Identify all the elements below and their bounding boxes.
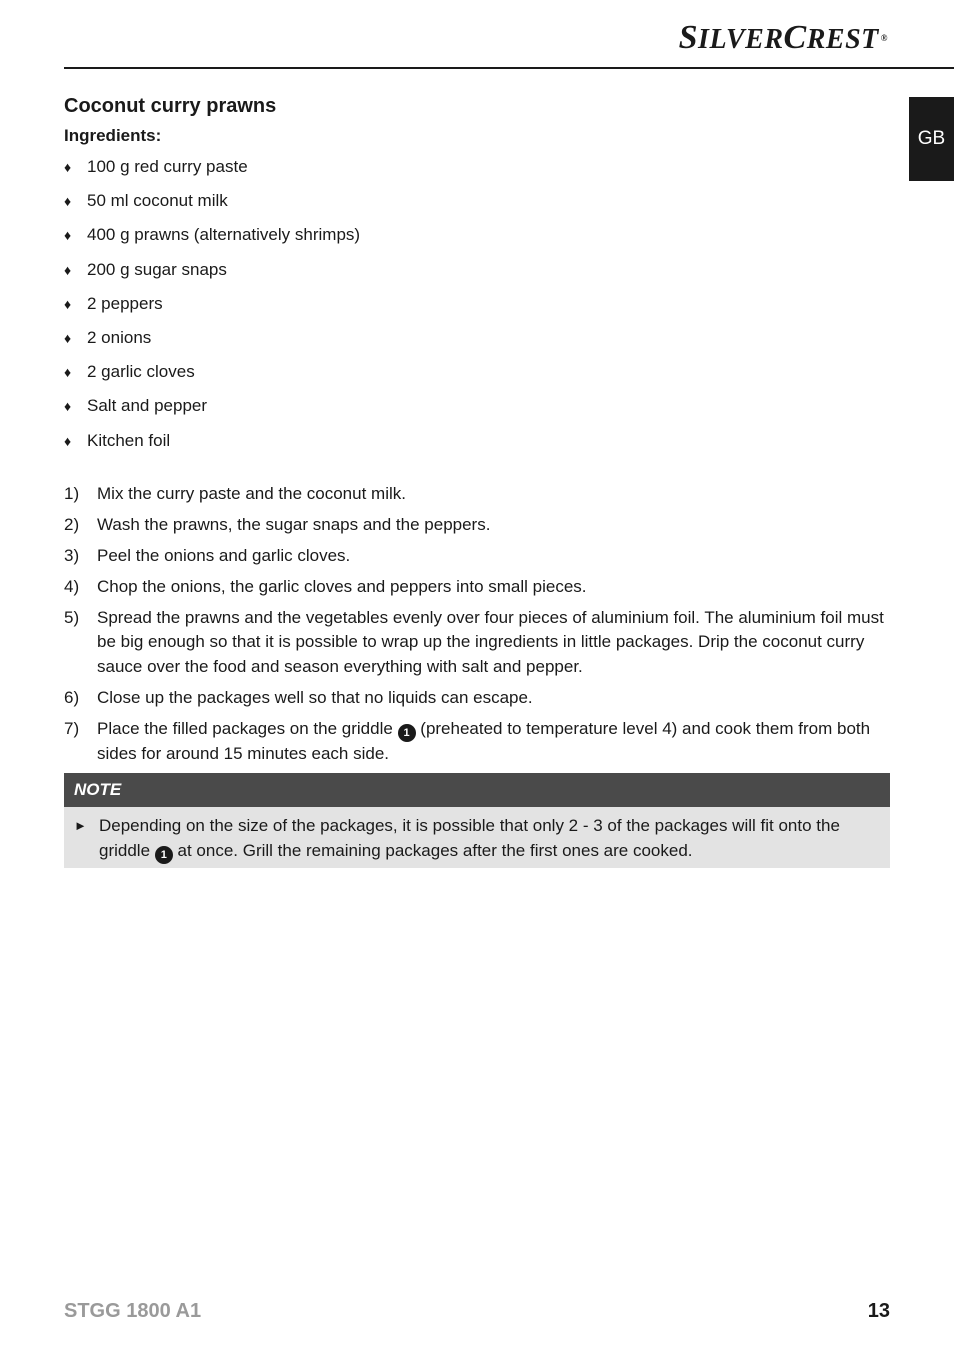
step-text: Mix the curry paste and the coconut milk. xyxy=(97,483,406,503)
step-number: 5) xyxy=(64,607,80,627)
ingredient-item xyxy=(64,259,890,293)
language-tab: GB xyxy=(909,97,954,181)
ingredients-heading: Ingredients: xyxy=(64,126,162,145)
step-text: Peel the onions and garlic cloves. xyxy=(97,545,351,565)
diamond-bullet-icon: ♦ xyxy=(64,295,72,312)
brand-second-rest: REST xyxy=(806,24,879,55)
ingredient-text: Kitchen foil xyxy=(87,430,171,450)
page-content xyxy=(64,92,890,868)
step-number: 4) xyxy=(64,576,80,596)
ingredient-text: 2 peppers xyxy=(87,293,163,313)
ingredient-text: 100 g red curry paste xyxy=(87,157,248,176)
ingredient-text: 2 garlic cloves xyxy=(87,362,195,382)
ingredient-text: 400 g prawns (alternatively shrimps) xyxy=(87,225,361,245)
recipe-title: Coconut curry prawns xyxy=(64,95,277,117)
step-item xyxy=(64,482,890,507)
page-number: 13 xyxy=(867,1300,890,1322)
step-text-after: (preheated to temperature level 4) and cook them from both sides for around 15 minutes each side. xyxy=(97,718,871,763)
step-item xyxy=(64,606,890,680)
step-item xyxy=(64,717,890,767)
step-text: Wash the prawns, the sugar snaps and the peppers. xyxy=(97,514,491,534)
brand-logo xyxy=(678,19,888,56)
footer-model: STGG 1800 A1 xyxy=(64,1300,202,1322)
step-number: 3) xyxy=(64,545,80,565)
ingredient-text: Salt and pepper xyxy=(87,396,208,416)
diamond-bullet-icon: ♦ xyxy=(64,193,72,210)
ingredient-item xyxy=(64,395,890,429)
registered-mark: ® xyxy=(880,33,888,43)
diamond-bullet-icon: ♦ xyxy=(64,159,72,175)
diamond-bullet-icon: ♦ xyxy=(64,364,72,381)
step-item xyxy=(64,513,890,538)
ingredient-text: 50 ml coconut milk xyxy=(87,191,228,211)
brand-second-cap: C xyxy=(783,19,807,56)
diamond-bullet-icon: ♦ xyxy=(64,398,72,415)
note-text xyxy=(99,813,872,864)
ingredient-item xyxy=(64,361,890,395)
ingredient-item xyxy=(64,293,890,327)
step-text: Chop the onions, the garlic cloves and peppers into small pieces. xyxy=(97,576,587,596)
step-number: 2) xyxy=(64,514,80,534)
diamond-bullet-icon: ♦ xyxy=(64,432,72,449)
step-number: 6) xyxy=(64,687,80,707)
brand-first-cap: S xyxy=(678,19,699,56)
diamond-bullet-icon: ♦ xyxy=(64,329,72,346)
ingredient-item xyxy=(64,327,890,361)
step-text: Spread the prawns and the vegetables evenly over four pieces of aluminium foil. The aluminium foil must be big enough so that it is possible to wrap up the ingredients in little packages. Drip the coconut curry sauce over the food and season everything with salt and pepper. xyxy=(97,607,884,676)
step-text xyxy=(97,717,890,767)
note-heading: NOTE xyxy=(64,773,890,807)
griddle-marker-icon: 1 xyxy=(398,724,416,742)
ingredient-item xyxy=(64,156,890,190)
ingredient-item xyxy=(64,430,890,464)
brand-first-rest: ILVER xyxy=(698,24,784,55)
note-box xyxy=(64,773,890,868)
diamond-bullet-icon: ♦ xyxy=(64,261,72,278)
step-item xyxy=(64,544,890,569)
ingredient-text: 2 onions xyxy=(87,327,152,347)
ingredients-list xyxy=(64,156,890,464)
step-text-before: Place the filled packages on the griddle xyxy=(97,718,393,738)
note-text-after: at once. Grill the remaining packages after the first ones are cooked. xyxy=(177,840,693,860)
note-body xyxy=(64,807,890,868)
step-number: 1) xyxy=(64,483,80,503)
step-item xyxy=(64,686,890,711)
diamond-bullet-icon: ♦ xyxy=(64,227,72,244)
ingredient-item xyxy=(64,190,890,224)
header-divider xyxy=(64,67,954,69)
step-text: Close up the packages well so that no liquids can escape. xyxy=(97,687,533,707)
ingredient-text: 200 g sugar snaps xyxy=(87,259,227,279)
step-number: 7) xyxy=(64,718,80,738)
note-text-before: Depending on the size of the packages, it is possible that only 2 - 3 of the packages will fit onto the griddle xyxy=(99,815,840,860)
step-item xyxy=(64,575,890,600)
arrow-right-icon: ► xyxy=(74,817,87,833)
steps-list xyxy=(64,482,890,767)
ingredient-item xyxy=(64,224,890,258)
griddle-marker-icon: 1 xyxy=(155,846,173,864)
